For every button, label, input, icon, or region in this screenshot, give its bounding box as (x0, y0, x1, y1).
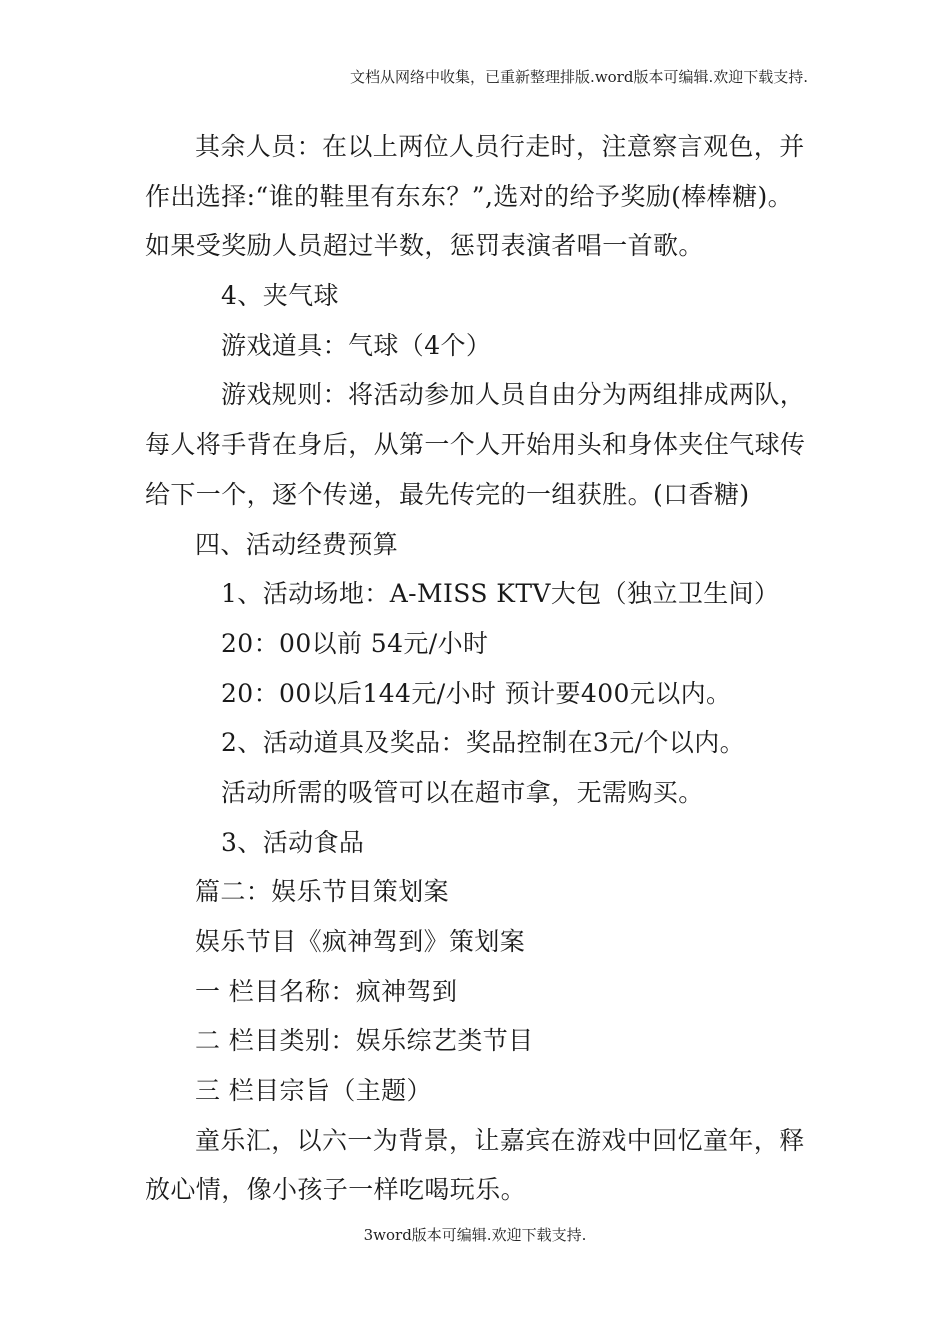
text-line: 活动所需的吸管可以在超市拿，无需购买。 (221, 777, 704, 807)
header-note: 文档从网络中收集，已重新整理排版.word版本可编辑.欢迎下载支持. (350, 68, 808, 86)
text-line: 童乐汇，以六一为背景，让嘉宾在游戏中回忆童年，释 (195, 1125, 805, 1155)
text-line: 1、活动场地：A-MISS KTV大包（独立卫生间） (221, 579, 780, 609)
text-line: 作出选择:“谁的鞋里有东东？”,选对的给予奖励(棒棒糖)。 (145, 181, 794, 211)
text-line: 2、活动道具及奖品：奖品控制在3元/个以内。 (221, 728, 746, 758)
text-line: 给下一个，逐个传递，最先传完的一组获胜。(口香糖) (145, 479, 750, 509)
text-line: 游戏道具：气球（4个） (221, 330, 492, 360)
text-line: 四、活动经费预算 (195, 529, 399, 559)
text-line: 放心情，像小孩子一样吃喝玩乐。 (145, 1175, 527, 1205)
text-line: 一 栏目名称：疯神驾到 (195, 976, 458, 1006)
text-line: 20：00以后144元/小时 预计要400元以内。 (221, 678, 732, 708)
text-line: 娱乐节目《疯神驾到》策划案 (195, 927, 526, 956)
text-line: 每人将手背在身后，从第一个人开始用头和身体夹住气球传 (145, 430, 806, 460)
body-text (145, 122, 810, 1215)
text-line: 4、夹气球 (221, 281, 339, 311)
text-line: 篇二：娱乐节目策划案 (195, 877, 450, 907)
footer-note: 3word版本可编辑.欢迎下载支持. (363, 1226, 587, 1244)
text-line: 游戏规则：将活动参加人员自由分为两组排成两队， (221, 380, 806, 410)
text-line: 3、活动食品 (221, 827, 365, 857)
text-line: 如果受奖励人员超过半数，惩罚表演者唱一首歌。 (145, 231, 704, 261)
text-line: 二 栏目类别：娱乐综艺类节目 (195, 1026, 534, 1056)
text-line: 三 栏目宗旨（主题） (195, 1076, 432, 1106)
text-line: 20：00以前 54元/小时 (221, 628, 489, 658)
text-line: 其余人员：在以上两位人员行走时，注意察言观色，并 (195, 132, 805, 161)
